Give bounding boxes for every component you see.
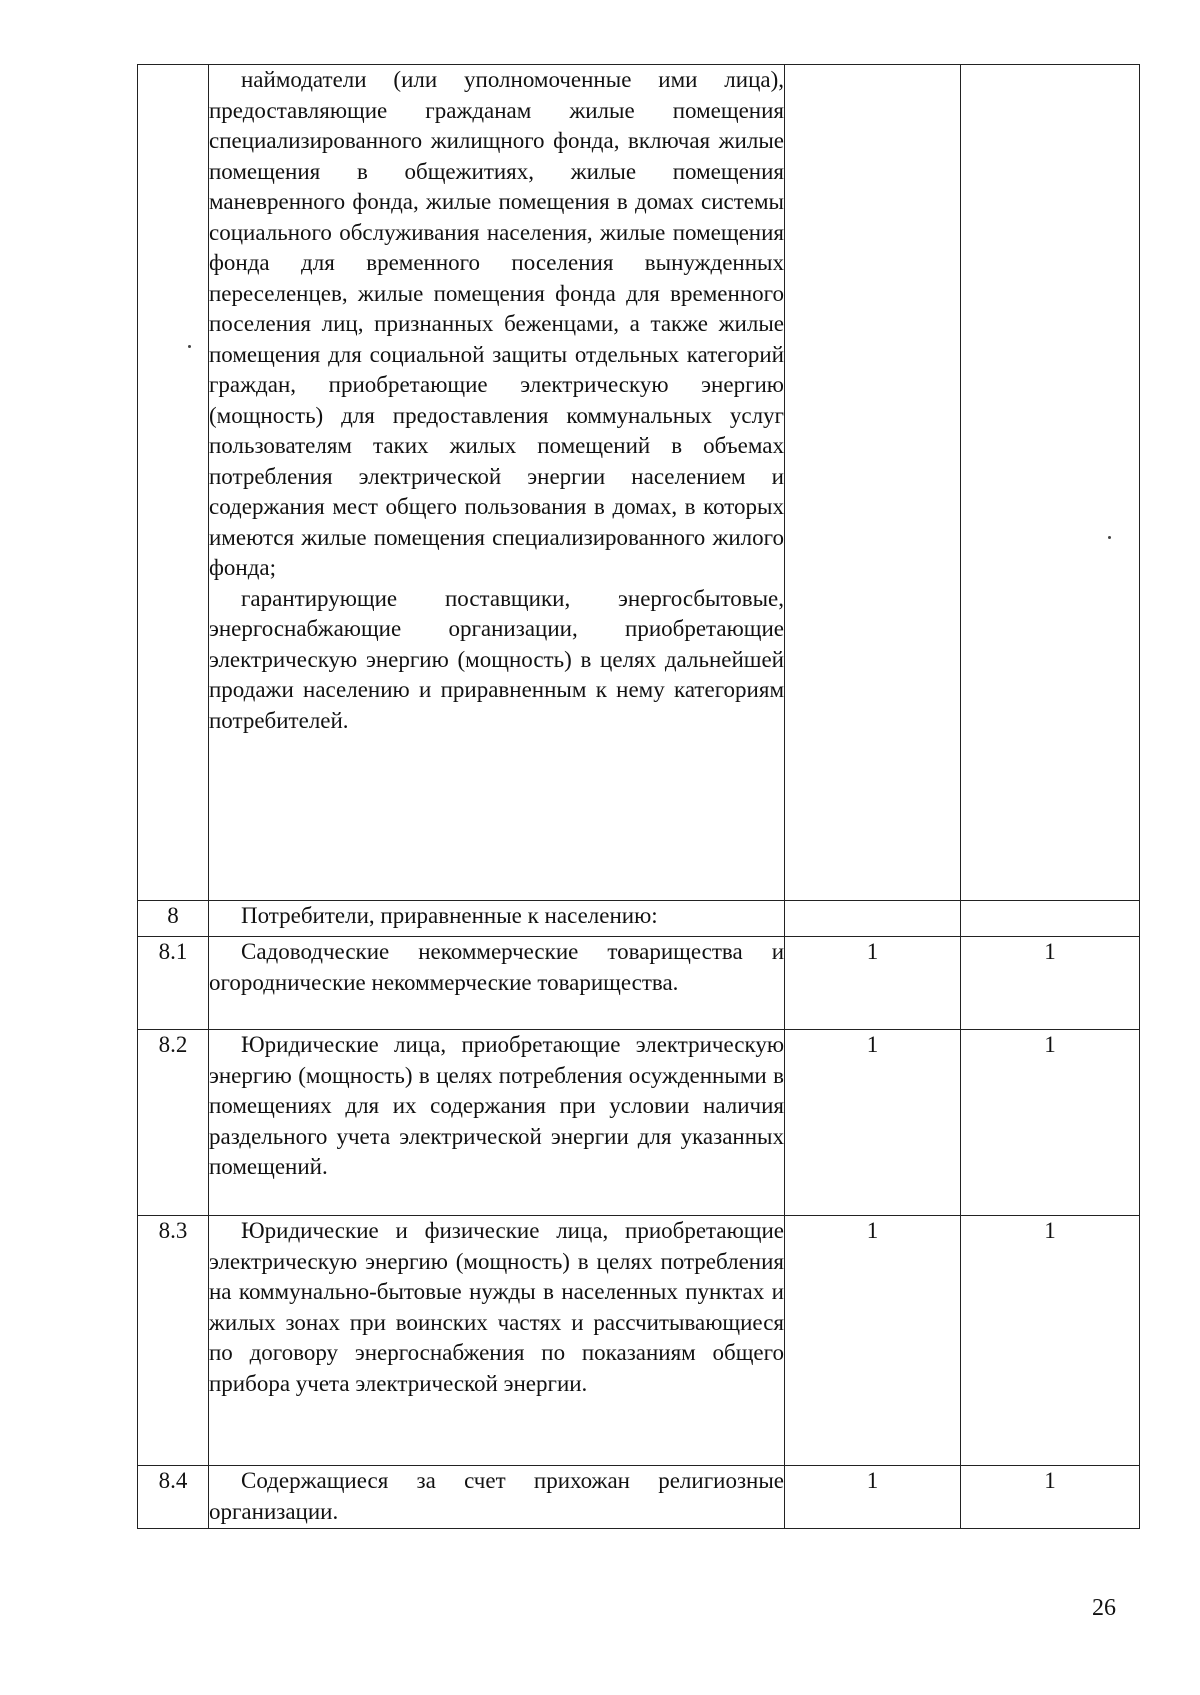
row-description-cell <box>209 901 785 937</box>
row-number-cell: 8.4 <box>138 1466 209 1529</box>
table-row-8-4 <box>138 1466 1140 1529</box>
row-description-cell <box>209 65 785 901</box>
row-value-cell-2 <box>961 901 1140 937</box>
table-row-continuation <box>138 65 1140 901</box>
page-number: 26 <box>1092 1595 1116 1621</box>
row-value-cell-1: 1 <box>785 1466 961 1529</box>
tariff-consumer-table <box>137 64 1140 1529</box>
row-number-cell: 8 <box>138 901 209 937</box>
row-number-cell: 8.2 <box>138 1030 209 1216</box>
row-value-cell-1: 1 <box>785 1030 961 1216</box>
row-value-cell-2: 1 <box>961 937 1140 1030</box>
row-number-cell: 8.3 <box>138 1216 209 1466</box>
row-text: Юридические и физические лица, приобретающие электрическую энергию (мощность) в целях потребления на коммунально-бытовые нужды в населенных пунктах и жилых зонах при воинских частях и рассчитывающиеся по договору энергоснабжения по показаниям общего прибора учета электрической энергии. <box>209 1218 784 1396</box>
row-number-cell <box>138 65 209 901</box>
scan-speck <box>1108 536 1111 539</box>
row-text: Садоводческие некоммерческие товарищества и огороднические некоммерческие товарищества. <box>209 939 784 995</box>
table-row-8 <box>138 901 1140 937</box>
row-description-cell <box>209 937 785 1030</box>
paragraph-suppliers: гарантирующие поставщики, энергосбытовые, энергоснабжающие организации, приобретающие электрическую энергию (мощность) в целях дальнейшей продажи населению и приравненным к нему категориям потребителей. <box>209 585 784 733</box>
table-row-8-3 <box>138 1216 1140 1466</box>
row-value-cell-2 <box>961 65 1140 901</box>
row-value-cell-2: 1 <box>961 1030 1140 1216</box>
row-number-cell: 8.1 <box>138 937 209 1030</box>
row-value-cell-2: 1 <box>961 1466 1140 1529</box>
row-description-cell <box>209 1466 785 1529</box>
row-description-cell <box>209 1030 785 1216</box>
row-text: Содержащиеся за счет прихожан религиозные организации. <box>209 1468 784 1524</box>
row-text: Потребители, приравненные к населению: <box>241 903 658 928</box>
row-value-cell-1 <box>785 65 961 901</box>
row-value-cell-1: 1 <box>785 1216 961 1466</box>
row-value-cell-1: 1 <box>785 937 961 1030</box>
table-row-8-2 <box>138 1030 1140 1216</box>
row-value-cell-1 <box>785 901 961 937</box>
row-description-cell <box>209 1216 785 1466</box>
paragraph-landlords: наймодатели (или уполномоченные ими лица), предоставляющие гражданам жилые помещения специализированного жилищного фонда, включая жилые помещения в общежитиях, жилые помещения маневренного фонда, жилые помещения в домах системы социального обслуживания населения, жилые помещения фонда для временного поселения вынужденных переселенцев, жилые помещения фонда для временного поселения лиц, признанных беженцами, а также жилые помещения для социальной защиты отдельных категорий граждан, приобретающие электрическую энергию (мощность) для предоставления коммунальных услуг пользователям таких жилых помещений в объемах потребления электрической энергии населением и содержания мест общего пользования в домах, в которых имеются жилые помещения специализированного жилого фонда; <box>209 67 784 580</box>
scan-speck <box>188 345 191 348</box>
row-text: Юридические лица, приобретающие электрическую энергию (мощность) в целях потребления осужденными в помещениях для их содержания при условии наличия раздельного учета электрической энергии для указанных помещений. <box>209 1032 784 1179</box>
row-value-cell-2: 1 <box>961 1216 1140 1466</box>
table-row-8-1 <box>138 937 1140 1030</box>
